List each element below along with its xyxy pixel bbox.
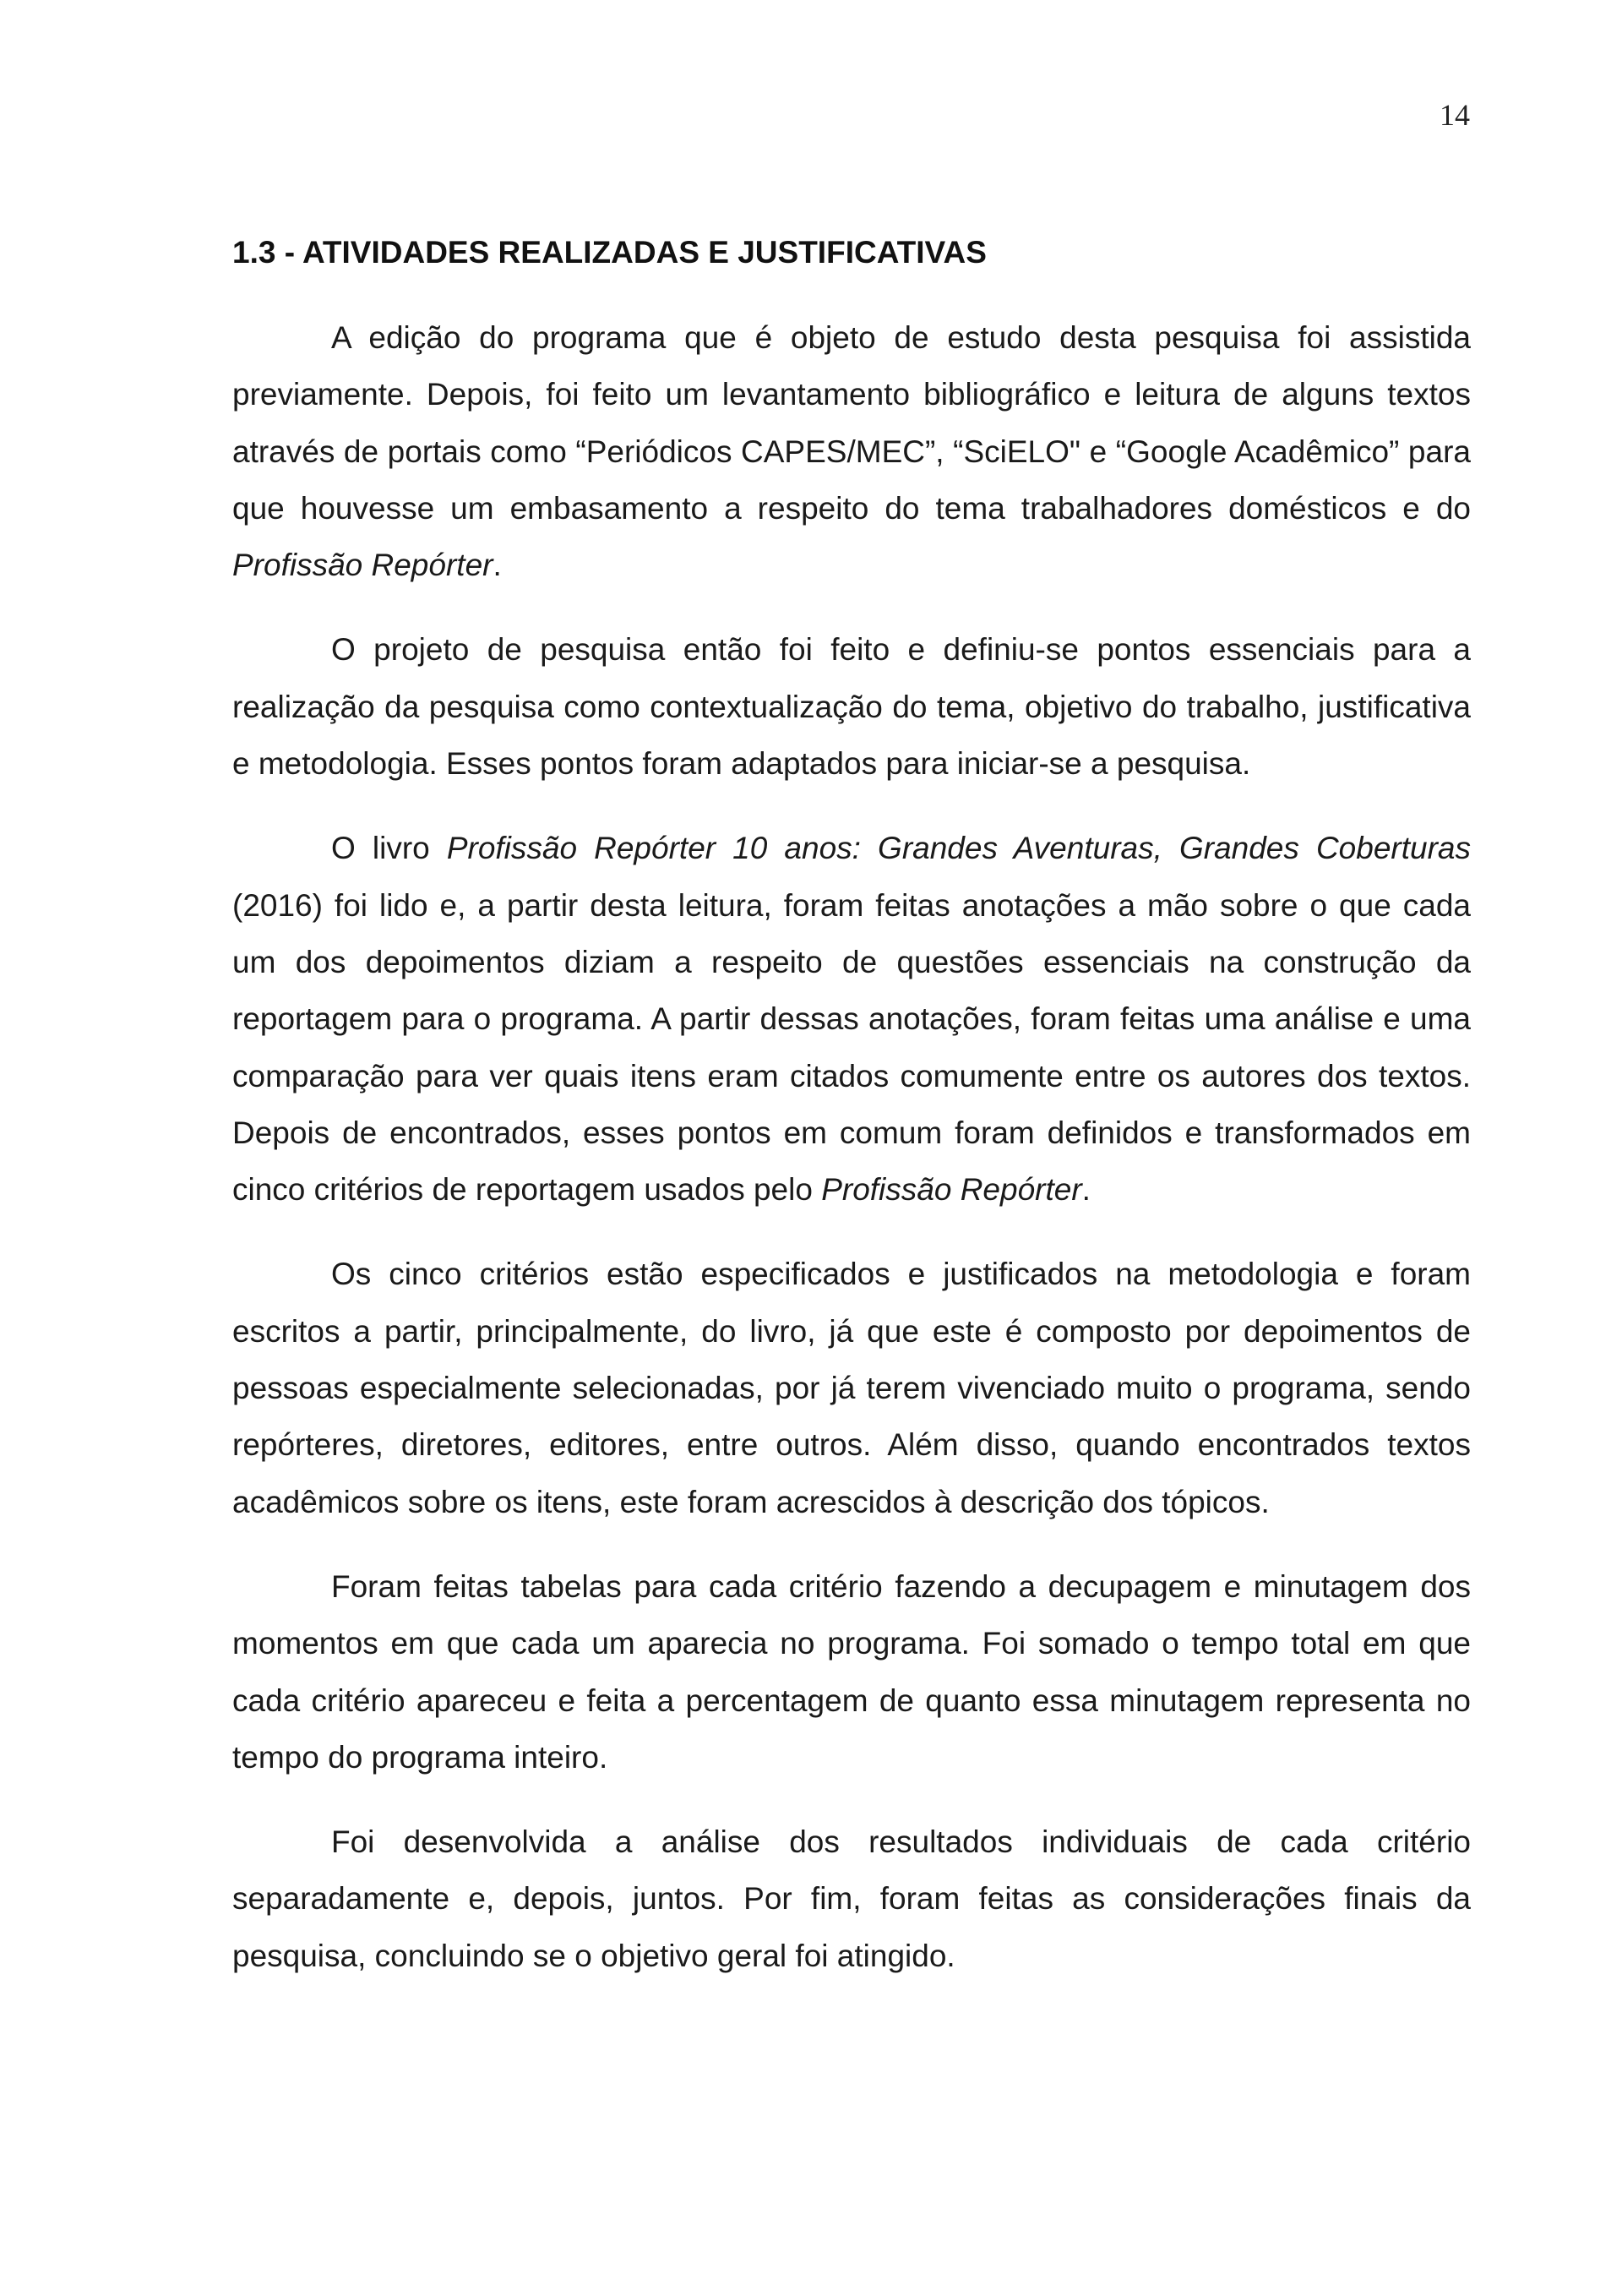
italic-title: Profissão Repórter 10 anos: Grandes Aventuras, Grandes Coberturas bbox=[446, 831, 1471, 866]
paragraph-text: . bbox=[1081, 1172, 1091, 1208]
paragraph-3 bbox=[232, 820, 1471, 1218]
paragraph-text: Os cinco critérios estão especificados e justificados na metodologia e foram escritos a partir, principalmente, do livro, já que este é composto por depoimentos de pessoas especialmente selecionadas, por já terem vivenciado muito o programa, sendo repórteres, diretores, editores, entre outros. Além disso, quando encontrados textos acadêmicos sobre os itens, este foram acrescidos à descrição dos tópicos. bbox=[232, 1257, 1471, 1519]
paragraph-text: . bbox=[493, 548, 502, 583]
paragraph-5 bbox=[232, 1558, 1471, 1786]
italic-title: Profissão Repórter bbox=[821, 1172, 1082, 1208]
paragraph-text: (2016) foi lido e, a partir desta leitura, foram feitas anotações a mão sobre o que cada um dos depoimentos diziam a respeito de questões essenciais na construção da reportagem para o programa. A partir dessas anotações, foram feitas uma análise e uma comparação para ver quais itens eram citados comumente entre os autores dos textos. Depois de encontrados, esses pontos em comum foram definidos e transformados em cinco critérios de reportagem usados pelo bbox=[232, 887, 1471, 1208]
page-number: 14 bbox=[1440, 98, 1470, 132]
paragraph-1 bbox=[232, 309, 1471, 593]
paragraph-text: Foram feitas tabelas para cada critério fazendo a decupagem e minutagem dos momentos em que cada um aparecia no programa. Foi somado o tempo total em que cada critério apareceu e feita a percentagem de quanto essa minutagem representa no tempo do programa inteiro. bbox=[232, 1568, 1471, 1775]
paragraph-text: O livro bbox=[331, 831, 447, 866]
paragraph-6 bbox=[232, 1813, 1471, 1984]
paragraph-2 bbox=[232, 621, 1471, 792]
page-content bbox=[232, 230, 1471, 2012]
paragraph-text: Foi desenvolvida a análise dos resultados individuais de cada critério separadamente e, depois, juntos. Por fim, foram feitas as considerações finais da pesquisa, concluindo se o objetivo geral foi atingido. bbox=[232, 1824, 1471, 1973]
paragraph-4 bbox=[232, 1246, 1471, 1530]
paragraph-text: O projeto de pesquisa então foi feito e definiu-se pontos essenciais para a realização da pesquisa como contextualização do tema, objetivo do trabalho, justificativa e metodologia. Esses pontos foram adaptados para iniciar-se a pesquisa. bbox=[232, 632, 1471, 782]
italic-title: Profissão Repórter bbox=[232, 548, 493, 583]
paragraph-text: A edição do programa que é objeto de estudo desta pesquisa foi assistida previamente. Depois, foi feito um levantamento bibliográfico e leitura de alguns textos através de portais como “Periódicos CAPES/MEC”, “SciELO" e “Google Acadêmico” para que houvesse um embasamento a respeito do tema trabalhadores domésticos e do bbox=[232, 320, 1471, 526]
section-heading: 1.3 - ATIVIDADES REALIZADAS E JUSTIFICATIVAS bbox=[232, 235, 987, 270]
